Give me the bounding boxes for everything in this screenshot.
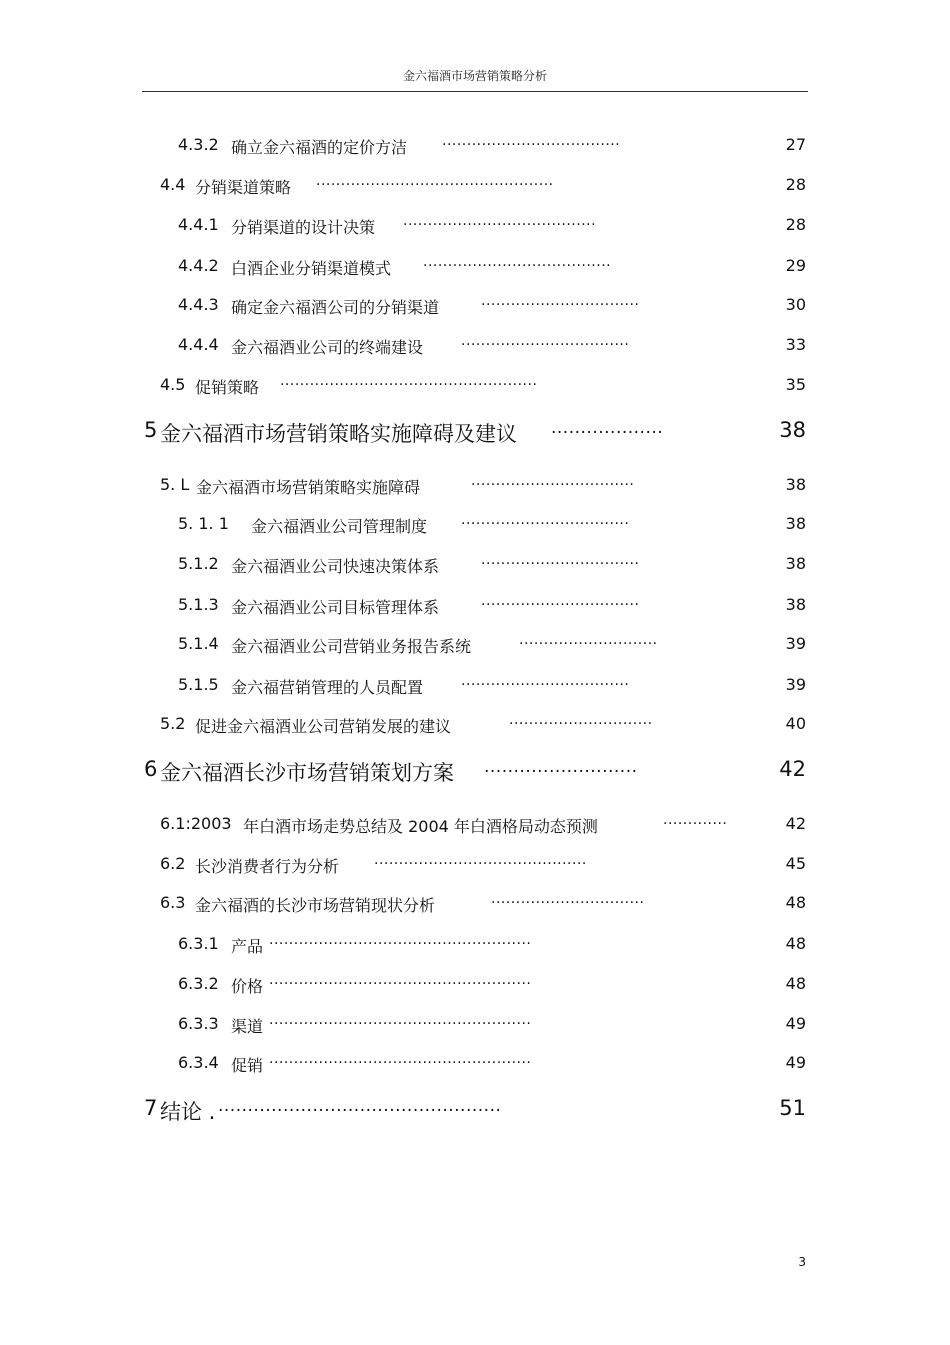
toc-entry[interactable]	[0, 508, 950, 534]
toc-entry-title: 分销渠道策略	[195, 178, 292, 197]
toc-entry[interactable]	[0, 848, 950, 874]
toc-entry-leader: .............	[663, 812, 728, 828]
toc-entry-page: 49	[785, 1014, 806, 1033]
toc-entry[interactable]	[0, 628, 950, 654]
toc-entry-number: 4.3.2	[178, 135, 219, 154]
toc-entry-number: 5.1.5	[178, 675, 219, 694]
toc-entry-number: 6.3	[160, 893, 186, 912]
toc-entry-leader: .....................................................	[269, 932, 532, 948]
toc-entry-number: 4.5	[160, 375, 186, 394]
toc-entry-title: 金六福酒市场营销策略实施障碍	[196, 478, 421, 497]
toc-entry[interactable]	[0, 329, 950, 355]
toc-entry-page: 27	[785, 135, 806, 154]
toc-entry-number: 4.4	[160, 175, 186, 194]
toc-entry[interactable]	[0, 548, 950, 574]
toc-entry[interactable]	[0, 209, 950, 235]
toc-entry-leader: ...................	[551, 418, 664, 438]
toc-entry[interactable]	[0, 928, 950, 954]
toc-entry[interactable]	[0, 968, 950, 994]
toc-entry-leader: ...........................................	[374, 852, 587, 868]
toc-entry-number: 7	[144, 1096, 158, 1120]
toc-entry-title: 结论 .	[160, 1100, 216, 1124]
toc-entry-title: 年白酒市场走势总结及 2004 年白酒格局动态预测	[243, 817, 598, 836]
toc-entry-number: 4.4.3	[178, 295, 219, 314]
toc-entry-number: 4.4.4	[178, 335, 219, 354]
toc-entry-page: 49	[785, 1053, 806, 1072]
toc-entry[interactable]	[0, 708, 950, 734]
toc-entry-page: 48	[785, 934, 806, 953]
toc-entry-page: 38	[779, 418, 806, 442]
toc-entry-number: 6.1:2003	[160, 814, 232, 833]
toc-entry-number: 5	[144, 418, 158, 442]
toc-entry[interactable]	[0, 169, 950, 195]
toc-entry-number: 6.3.2	[178, 974, 219, 993]
toc-entry-page: 51	[779, 1096, 806, 1120]
toc-entry-page: 40	[785, 714, 806, 733]
toc-entry-leader: ..................................	[461, 673, 630, 689]
toc-entry-leader: ..................................	[461, 333, 630, 349]
toc-entry-number: 5.1.4	[178, 634, 219, 653]
toc-entry-page: 42	[779, 757, 806, 781]
toc-entry[interactable]	[0, 1008, 950, 1034]
toc-entry-number: 5. 1. 1	[178, 514, 229, 533]
toc-entry-leader: ..........................	[484, 757, 638, 777]
toc-entry-page: 38	[785, 595, 806, 614]
page-number: 3	[798, 1255, 806, 1269]
toc-entry-title: 金六福酒业公司的终端建设	[231, 338, 424, 357]
toc-entry-title: 价格	[231, 977, 264, 996]
toc-entry-title: 白酒企业分销渠道模式	[231, 259, 392, 278]
toc-entry-title: 金六福酒业公司管理制度	[251, 517, 428, 536]
toc-entry-page: 42	[785, 814, 806, 833]
toc-entry-title: 金六福营销管理的人员配置	[231, 678, 424, 697]
toc-entry-title: 长沙消费者行为分析	[195, 857, 340, 876]
toc-entry-number: 6.3.1	[178, 934, 219, 953]
toc-entry-leader: .....................................................	[269, 1012, 532, 1028]
toc-entry[interactable]	[0, 1047, 950, 1073]
toc-entry-page: 38	[785, 554, 806, 573]
toc-entry-number: 5.2	[160, 714, 186, 733]
toc-entry-page: 39	[785, 675, 806, 694]
toc-entry[interactable]	[0, 669, 950, 695]
toc-entry-page: 33	[785, 335, 806, 354]
toc-entry-leader: ................................	[481, 293, 640, 309]
toc-entry[interactable]	[0, 250, 950, 276]
toc-entry-title: 促销	[231, 1056, 264, 1075]
toc-entry-leader: ...............................	[491, 891, 645, 907]
toc-entry-page: 48	[785, 893, 806, 912]
toc-entry-leader: ..................................	[461, 512, 630, 528]
toc-entry-leader: .....................................................	[269, 972, 532, 988]
toc-entry-title: 促销策略	[195, 378, 260, 397]
toc-entry-leader: ................................................	[316, 173, 554, 189]
toc-entry-leader: .................................	[471, 473, 635, 489]
running-header: 金六福酒市场营销策略分析	[402, 69, 547, 83]
toc-entry-leader: ................................	[481, 593, 640, 609]
toc-entry[interactable]	[0, 129, 950, 155]
toc-entry-number: 6	[144, 757, 158, 781]
toc-entry-leader: ....................................................	[280, 373, 538, 389]
toc-entry-title: 确立金六福酒的定价方洁	[231, 138, 408, 157]
toc-entry-number: 6.3.3	[178, 1014, 219, 1033]
toc-entry-page: 38	[785, 514, 806, 533]
toc-entry-page: 30	[785, 295, 806, 314]
toc-entry-number: 6.3.4	[178, 1053, 219, 1072]
toc-entry-page: 28	[785, 175, 806, 194]
toc-entry[interactable]	[0, 589, 950, 615]
toc-entry-number: 5. L	[160, 475, 190, 494]
toc-entry-number: 4.4.2	[178, 256, 219, 275]
toc-entry-number: 4.4.1	[178, 215, 219, 234]
toc-entry-number: 5.1.3	[178, 595, 219, 614]
toc-entry-leader: ................................	[481, 552, 640, 568]
toc-entry-leader: ....................................	[442, 133, 621, 149]
toc-entry-page: 39	[785, 634, 806, 653]
toc-entry-page: 48	[785, 974, 806, 993]
toc-entry[interactable]	[0, 808, 950, 834]
header-rule	[142, 91, 808, 92]
toc-entry-page: 38	[785, 475, 806, 494]
toc-entry-page: 35	[785, 375, 806, 394]
toc-chapter-entry[interactable]	[0, 416, 950, 448]
toc-entry-leader: .............................	[509, 712, 653, 728]
toc-entry-number: 6.2	[160, 854, 186, 873]
toc-entry[interactable]	[0, 369, 950, 395]
toc-entry-number: 5.1.2	[178, 554, 219, 573]
toc-entry-page: 29	[785, 256, 806, 275]
toc-entry-title: 金六福酒业公司目标管理体系	[231, 598, 440, 617]
toc-chapter-entry[interactable]	[0, 1094, 950, 1126]
toc-entry-leader: ............................	[519, 632, 658, 648]
toc-entry-leader: .......................................	[403, 213, 597, 229]
toc-entry-title: 确定金六福酒公司的分销渠道	[231, 298, 440, 317]
toc-entry[interactable]	[0, 289, 950, 315]
toc-entry-leader: ......................................	[423, 254, 612, 270]
toc-entry-title: 渠道	[231, 1017, 264, 1036]
toc-entry-title: 金六福酒市场营销策略实施障碍及建议	[160, 422, 517, 446]
toc-entry-title: 金六福酒长沙市场营销策划方案	[160, 761, 454, 785]
toc-entry[interactable]	[0, 887, 950, 913]
toc-entry-title: 分销渠道的设计决策	[231, 218, 376, 237]
toc-entry-title: 产品	[231, 937, 264, 956]
toc-entry-page: 45	[785, 854, 806, 873]
toc-entry-page: 28	[785, 215, 806, 234]
toc-entry[interactable]	[0, 469, 950, 495]
toc-entry-leader: .....................................................	[269, 1051, 532, 1067]
toc-chapter-entry[interactable]	[0, 755, 950, 787]
toc-entry-title: 促进金六福酒业公司营销发展的建议	[195, 717, 452, 736]
toc-entry-title: 金六福酒的长沙市场营销现状分析	[195, 896, 436, 915]
toc-entry-leader: ................................................	[218, 1096, 502, 1116]
toc-entry-title: 金六福酒业公司营销业务报告系统	[231, 637, 472, 656]
toc-entry-title: 金六福酒业公司快速决策体系	[231, 557, 440, 576]
